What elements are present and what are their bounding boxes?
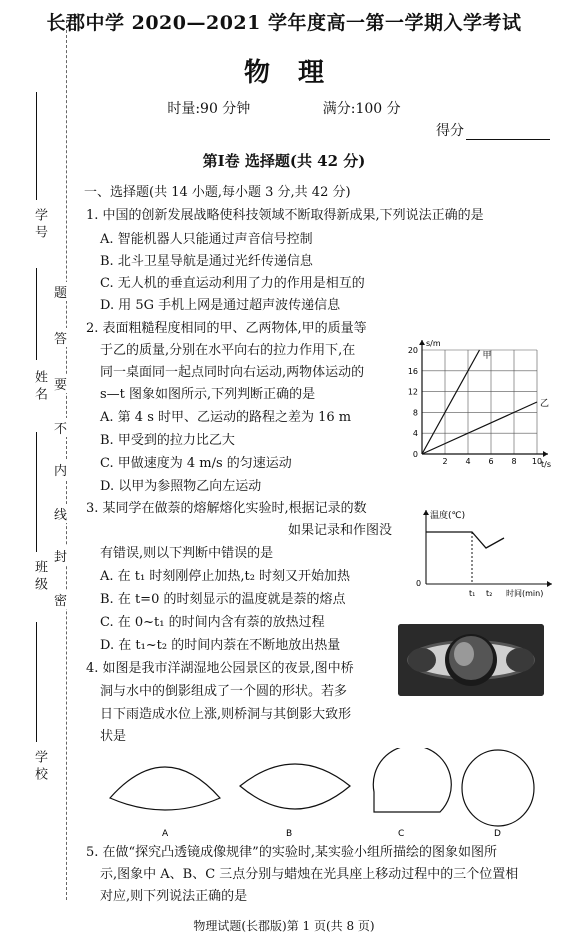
temp-x-label: 时间(min) <box>506 589 544 598</box>
st-series-label: 乙 <box>540 399 550 409</box>
question-5-stem-line: 对应,则下列说法正确的是 <box>100 889 248 904</box>
option-d-label: D <box>494 829 501 839</box>
option-d-shape <box>462 750 534 826</box>
notice-char: 线 <box>54 504 67 523</box>
option-a-label: A <box>162 829 169 839</box>
option-a-shape <box>110 767 220 810</box>
st-series-label: 甲 <box>482 351 492 361</box>
name-line <box>36 268 37 360</box>
question-2-stem-line: s—t 图象如图所示,下列判断正确的是 <box>100 387 316 402</box>
option-c-shape <box>373 748 451 812</box>
st-y-arrow <box>419 340 425 345</box>
st-x-tick-label: 10 <box>531 457 543 466</box>
question-2-option-b: B. 甲受到的拉力比乙大 <box>100 433 235 448</box>
option-c-label: C <box>398 829 405 839</box>
page-footer: 物理试题(长郡版)第 1 页(共 8 页) <box>193 919 375 933</box>
st-x-tick-label: 8 <box>511 457 517 466</box>
st-y-tick-label: 0 <box>412 450 418 459</box>
st-y-tick-label: 8 <box>412 408 418 418</box>
binding-sidebar <box>0 0 80 946</box>
school-line <box>36 622 37 742</box>
question-3-option-c: C. 在 0~t₁ 的时间内含有萘的放热过程 <box>100 615 325 630</box>
question-4-stem-line: 日下雨造成水位上涨,则桥洞与其倒影大致形 <box>100 707 352 722</box>
notice-char: 密 <box>54 590 67 609</box>
score-field[interactable] <box>436 120 550 140</box>
st-x-arrow <box>543 451 548 457</box>
question-5-stem-line: 5. 在做“探究凸透镜成像规律”的实验时,某实验小组所描绘的图象如图所 <box>86 845 497 860</box>
question-4-stem-line: 4. 如图是我市洋湖湿地公园景区的夜景,图中桥 <box>86 661 354 676</box>
temp-t1-label: t₁ <box>469 589 476 598</box>
question-2-stem-line: 2. 表面粗糙程度相同的甲、乙两物体,甲的质量等 <box>86 321 367 336</box>
question-1-option-b: B. 北斗卫星导航是通过光纤传递信息 <box>100 254 313 269</box>
temp-y-arrow <box>423 510 429 515</box>
question-2-option-c: C. 甲做速度为 4 m/s 的匀速运动 <box>100 456 292 471</box>
full-score: 满分:100 分 <box>322 101 401 117</box>
exam-info <box>0 98 568 118</box>
st-series-line <box>422 350 480 454</box>
temp-y-label: 温度(℃) <box>430 511 466 521</box>
question-3-option-d: D. 在 t₁~t₂ 的时间内萘在不断地放出热量 <box>100 638 341 653</box>
notice-char: 要 <box>54 374 67 393</box>
question-2-stem-line: 同一桌面同一起点同时向右运动,两物体运动的 <box>100 365 365 380</box>
school-label: 学 校 <box>32 750 47 781</box>
score-label: 得分 <box>436 123 464 139</box>
exam-title: 长郡中学 2020—2021 学年度高一第一学期入学考试 <box>46 12 522 34</box>
temp-curve <box>426 532 504 548</box>
st-y-tick-label: 16 <box>407 366 418 376</box>
notice-char: 题 <box>54 282 67 301</box>
score-blank[interactable] <box>466 125 550 140</box>
notice-char: 封 <box>54 546 67 565</box>
st-chart <box>398 336 558 472</box>
question-3-option-b: B. 在 t=0 的时刻显示的温度就是萘的熔点 <box>100 592 346 607</box>
name-label: 姓 名 <box>32 370 47 401</box>
question-3-stem-line: 如果记录和作图没 <box>288 523 393 538</box>
st-y-tick-label: 12 <box>407 387 418 397</box>
notice-char: 答 <box>54 328 67 347</box>
st-series-line <box>422 402 537 454</box>
question-1-stem: 1. 中国的创新发展战略使科技领域不断取得新成果,下列说法正确的是 <box>86 208 484 223</box>
section-title: 第Ⅰ卷 选择题(共 42 分) <box>202 152 366 170</box>
student-no-label: 学 号 <box>32 208 47 239</box>
question-3-option-a: A. 在 t₁ 时刻刚停止加热,t₂ 时刻又开始加热 <box>100 569 351 584</box>
temp-origin: 0 <box>416 579 422 588</box>
question-2-stem-line: 于乙的质量,分别在水平向右的拉力作用下,在 <box>100 343 356 358</box>
bridge-night-photo <box>398 624 544 696</box>
st-x-tick-label: 6 <box>488 457 494 466</box>
st-chart-grid <box>422 350 537 454</box>
subject-title: 物理 <box>243 58 352 88</box>
section-instruction: 一、选择题(共 14 小题,每小题 3 分,共 42 分) <box>84 185 351 200</box>
class-line <box>36 432 37 552</box>
bridge-photo-drawing <box>398 624 544 696</box>
temp-x-arrow <box>547 581 552 587</box>
question-5-stem-line: 示,图象中 A、B、C 三点分别与蜡烛在光具座上移动过程中的三个位置相 <box>100 867 519 882</box>
question-3-stem-line: 有错误,则以下判断中错误的是 <box>100 546 274 561</box>
st-x-tick-label: 4 <box>465 457 471 466</box>
st-x-tick-label: 2 <box>442 457 448 466</box>
question-1-option-d: D. 用 5G 手机上网是通过超声波传递信息 <box>100 298 341 313</box>
option-b-shape <box>240 764 350 809</box>
st-x-label: t/s <box>541 460 551 469</box>
question-4-shape-options <box>100 748 550 840</box>
option-b-label: B <box>286 829 293 839</box>
question-4-stem-line: 状是 <box>100 729 127 744</box>
st-y-tick-label: 4 <box>412 429 418 439</box>
question-3-stem-line: 3. 某同学在做萘的熔解熔化实验时,根据记录的数 <box>86 501 367 516</box>
temp-t2-label: t₂ <box>486 589 493 598</box>
st-y-label: s/m <box>426 339 441 348</box>
question-2-option-a: A. 第 4 s 时甲、乙运动的路程之差为 16 m <box>100 410 352 425</box>
question-1-option-a: A. 智能机器人只能通过声音信号控制 <box>100 232 313 247</box>
question-2-option-d: D. 以甲为参照物乙向左运动 <box>100 479 262 494</box>
question-4-stem-line: 洞与水中的倒影组成了一个圆的形状。若多 <box>100 684 348 699</box>
notice-char: 内 <box>54 460 67 479</box>
time-limit: 时量:90 分钟 <box>167 101 251 117</box>
st-y-tick-label: 20 <box>407 346 418 355</box>
class-label: 班 级 <box>32 560 47 591</box>
question-1-option-c: C. 无人机的垂直运动利用了力的作用是相互的 <box>100 276 365 291</box>
temperature-chart <box>408 506 558 604</box>
notice-char: 不 <box>54 418 67 437</box>
